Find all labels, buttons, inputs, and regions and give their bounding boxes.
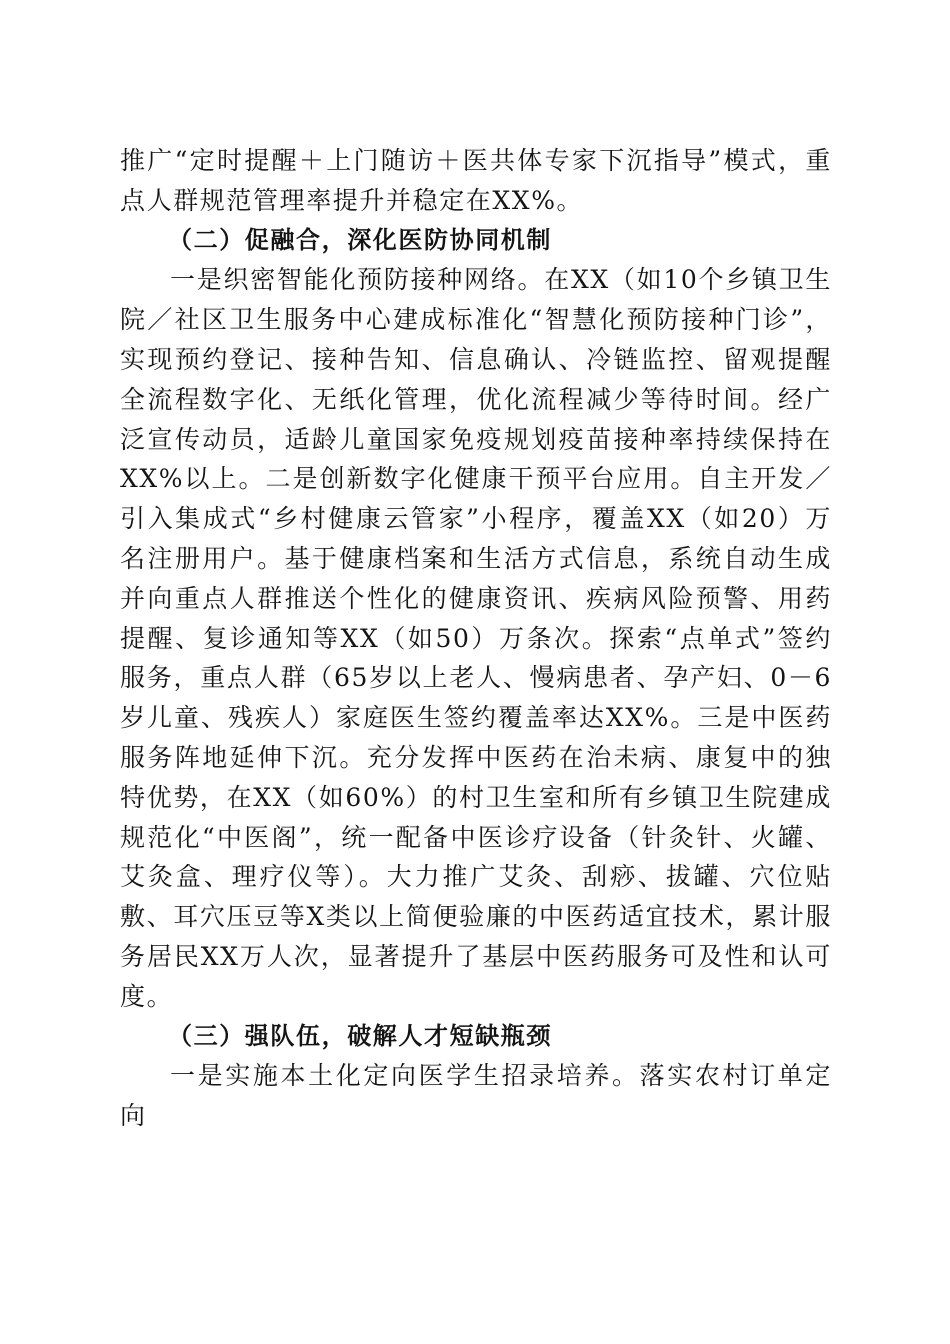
document-body — [120, 141, 832, 1136]
paragraph-continued: 推广“定时提醒＋上门随访＋医共体专家下沉指导”模式，重点人群规范管理率提升并稳定在XX%。 — [120, 146, 832, 215]
section-2-body: 一是织密智能化预防接种网络。在XX（如10个乡镇卫生院／社区卫生服务中心建成标准化“智慧化预防接种门诊”，实现预约登记、接种告知、信息确认、冷链监控、留观提醒全流程数字化、无纸化管理，优化流程减少等待时间。经广泛宣传动员，适龄儿童国家免疫规划疫苗接种率持续保持在XX%以上。二是创新数字化健康干预平台应用。自主开发／引入集成式“乡村健康云管家”小程序，覆盖XX（如20）万名注册用户。基于健康档案和生活方式信息，系统自动生成并向重点人群推送个性化的健康资讯、疾病风险预警、用药提醒、复诊通知等XX（如50）万条次。探索“点单式”签约服务，重点人群（65岁以上老人、慢病患者、孕产妇、0－6岁儿童、残疾人）家庭医生签约覆盖率达XX%。三是中医药服务阵地延伸下沉。充分发挥中医药在治未病、康复中的独特优势，在XX（如60%）的村卫生室和所有乡镇卫生院建成规范化“中医阁”，统一配备中医诊疗设备（针灸针、火罐、艾灸盒、理疗仪等）。大力推广艾灸、刮痧、拔罐、穴位贴敷、耳穴压豆等X类以上简便验廉的中医药适宜技术，累计服务居民XX万人次，显著提升了基层中医药服务可及性和认可度。 — [120, 265, 832, 1011]
section-heading-3: （三）强队伍，破解人才短缺瓶颈 — [168, 1021, 552, 1050]
section-heading-2: （二）促融合，深化医防协同机制 — [168, 225, 552, 254]
section-3-body: 一是实施本土化定向医学生招录培养。落实农村订单定向 — [120, 1061, 832, 1131]
